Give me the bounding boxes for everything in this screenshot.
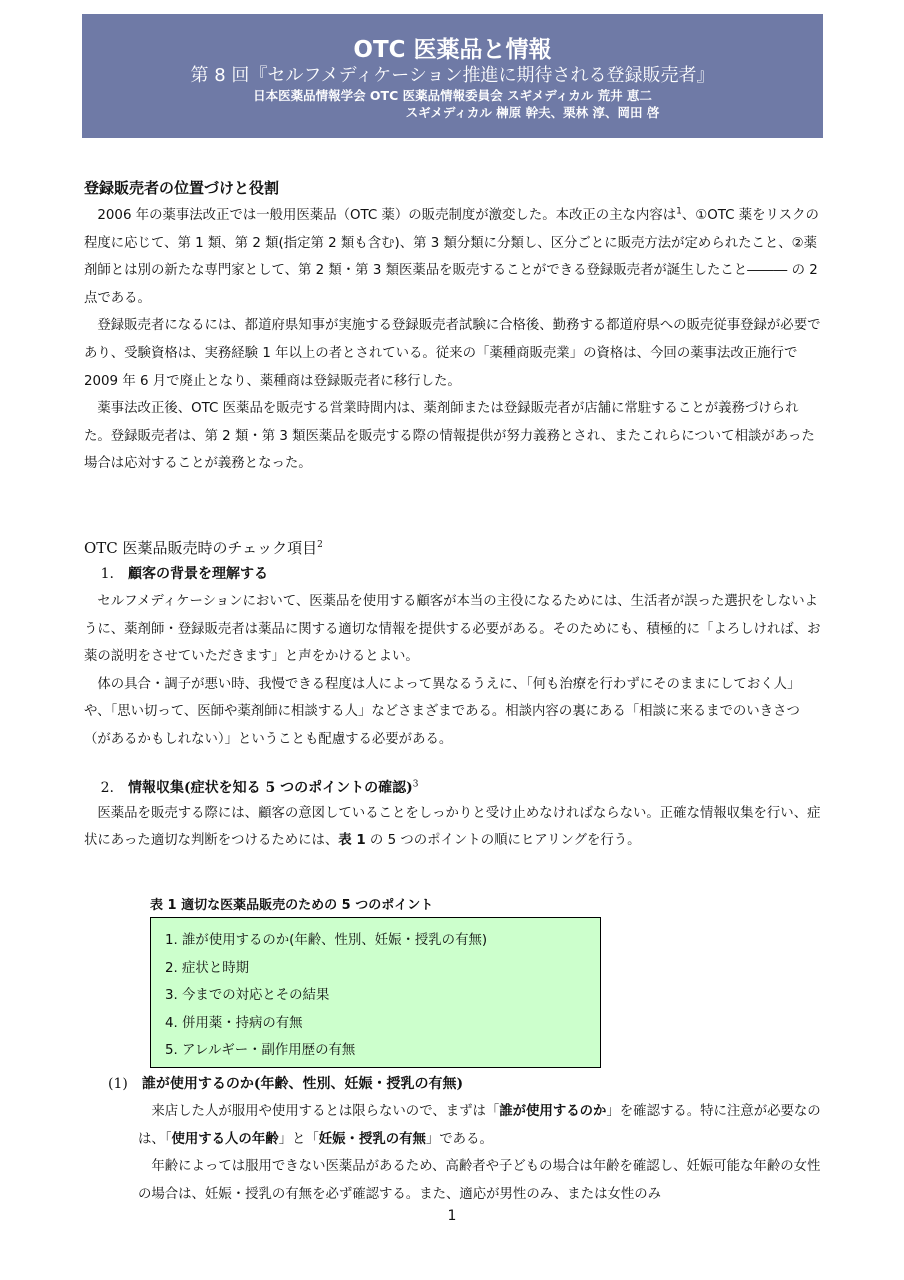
paragraph: 薬事法改正後、OTC 医薬品を販売する営業時間内は、薬剤師または登録販売者が店舗に常駐することが義務づけられた。登録販売者は、第 2 類・第 3 類医薬品を販売する際の情報提供が努力義務とされ、またこれらについて相談があった場合は応対することが義務となった。 bbox=[84, 401, 815, 472]
table-row: 5. アレルギー・副作用歴の有無 bbox=[165, 1043, 356, 1059]
points-table bbox=[150, 917, 601, 1068]
paragraph: 体の具合・調子が悪い時、我慢できる程度は人によって異なるうえに、「何も治療を行わずにそのままにしておく人」や、「思い切って、医師や薬剤師に相談する人」などさまざまである。相談内容の裏にある「相談に来るまでのいきさつ（があるかもしれない）」ということも配慮する必要がある。 bbox=[84, 676, 801, 747]
section-heading: 登録販売者の位置づけと役割 bbox=[84, 179, 280, 197]
paragraph: 登録販売者になるには、都道府県知事が実施する登録販売者試験に合格後、勤務する都道府県への販売従事登録が必要であり、受験資格は、実務経験 1 年以上の者とされている。従来の「薬種商販売業」の資格は、今回の薬事法改正施行で 2009 年 6 月で廃止となり、薬種商は登録販売者に移行した。 bbox=[84, 318, 821, 389]
section-registered-seller bbox=[84, 178, 824, 478]
document-title: OTC 医薬品と情報 bbox=[353, 37, 552, 63]
paragraph: 医薬品を販売する際には、顧客の意図していることをしっかりと受け止めなければならない。正確な情報収集を行い、症状にあった適切な判断をつけるためには、表 1 の 5 つのポイントの順にヒアリングを行う。 bbox=[84, 805, 821, 849]
document-header bbox=[82, 14, 823, 138]
section-check-items bbox=[84, 538, 824, 855]
numbered-heading: 1. 顧客の背景を理解する bbox=[100, 566, 268, 582]
table-row: 4. 併用薬・持病の有無 bbox=[165, 1015, 303, 1031]
table-caption: 表 1 適切な医薬品販売のための 5 つのポイント bbox=[150, 898, 434, 913]
paragraph: セルフメディケーションにおいて、医薬品を使用する顧客が本当の主役になるためには、生活者が誤った選択をしないように、薬剤師・登録販売者は薬品に関する適切な情報を提供する必要がある。そのためにも、積極的に「よろしければ、お薬の説明をさせていただきます」と声をかけるとよい。 bbox=[84, 594, 821, 665]
authors-line-1: 日本医薬品情報学会 OTC 医薬品情報委員会 スギメディカル 荒井 恵二 bbox=[253, 88, 652, 103]
subsection-body bbox=[138, 1098, 824, 1208]
paragraph: 年齢によっては服用できない医薬品があるため、高齢者や子どもの場合は年齢を確認し、妊娠可能な年齢の女性の場合は、妊娠・授乳の有無を必ず確認する。また、適応が男性のみ、または女性のみ bbox=[138, 1159, 821, 1202]
page-number: 1 bbox=[447, 1208, 457, 1224]
document-subtitle: 第 8 回『セルフメディケーション推進に期待される登録販売者』 bbox=[190, 65, 715, 86]
table-row: 3. 今までの対応とその結果 bbox=[165, 988, 330, 1004]
table-row: 1. 誰が使用するのか(年齢、性別、妊娠・授乳の有無) bbox=[165, 933, 488, 948]
subsection-heading: (1) 誰が使用するのか(年齢、性別、妊娠・授乳の有無) bbox=[108, 1076, 464, 1092]
section-heading: OTC 医薬品販売時のチェック項目$^2$ bbox=[84, 539, 323, 557]
numbered-heading: 2. 情報収集(症状を知る 5 つのポイントの確認)$^3$ bbox=[100, 778, 419, 796]
authors-line-2: スギメディカル 榊原 幹夫、栗林 淳、岡田 啓 bbox=[405, 105, 660, 120]
table-row: 2. 症状と時期 bbox=[165, 960, 249, 976]
paragraph: 2006 年の薬事法改正では一般用医薬品（OTC 薬）の販売制度が激変した。本改正の主な内容は$^1$、①OTC 薬をリスクの程度に応じて、第 1 類、第 2 類(指定第 2 類も含む)、第 3 類分類に分類し、区分ごとに販売方法が定められたこと、②薬剤師とは別の新たな専門家として、第 2 類・第 3 類医薬品を販売することができる登録販売者が誕生したこと――― の 2 点である。 bbox=[84, 206, 819, 306]
paragraph: 来店した人が服用や使用するとは限らないので、まずは「誰が使用するのか」を確認する。特に注意が必要なのは、「使用する人の年齢」と「妊娠・授乳の有無」である。 bbox=[138, 1104, 821, 1147]
